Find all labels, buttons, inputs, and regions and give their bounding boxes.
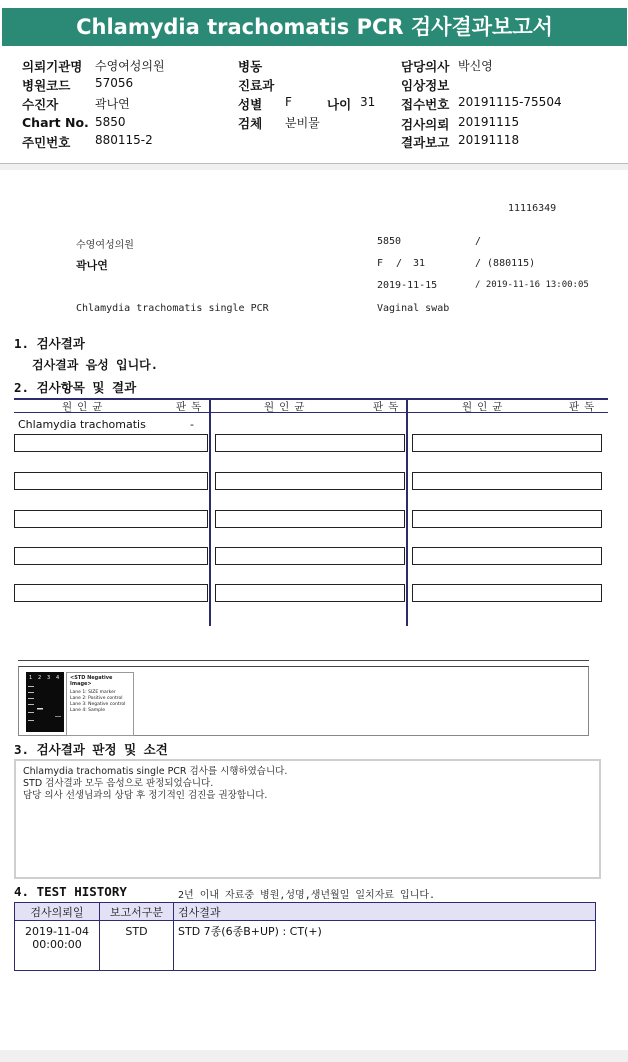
sub-date-reported: / 2019-11-16 13:00:05 [475, 280, 589, 290]
gel-legend-title: <STD Negative Image> [70, 675, 113, 687]
table-row [18, 418, 146, 431]
opinion-line: STD 검사결과 모두 음성으로 판정되었습니다. [23, 778, 214, 789]
empty-cell [14, 547, 208, 565]
table-row [15, 921, 596, 971]
label-report-date: 결과보고 [401, 135, 450, 150]
empty-cell [215, 584, 405, 602]
header-band [0, 164, 628, 170]
empty-cell [215, 510, 405, 528]
empty-cell [14, 584, 208, 602]
value-chart-no: 5850 [95, 115, 126, 129]
label-clinical-info: 임상정보 [401, 78, 450, 93]
sub-date-received: 2019-11-15 [377, 280, 438, 291]
history-result: STD 7종(6종B+UP) : CT(+) [174, 921, 596, 971]
label-chart-no: Chart No. [22, 115, 89, 130]
label-specimen: 검체 [238, 116, 263, 131]
gel-legend-line: Lane 4: Sample [70, 708, 105, 713]
gel-bands-image [26, 672, 64, 732]
opinion-line: Chlamydia trachomatis single PCR 검사를 시행하였습니다. [23, 766, 288, 777]
col-head-organism-2: 원인균 [264, 401, 310, 413]
image-top-rule [18, 660, 589, 661]
lane-label: 3 [47, 675, 51, 681]
gel-legend [66, 672, 134, 736]
history-note: 2년 이내 자료중 병원,성명,생년월일 일치자료 입니다. [178, 890, 436, 901]
empty-cell [14, 510, 208, 528]
value-patient: 곽나연 [95, 97, 130, 111]
history-type: STD [100, 921, 174, 971]
empty-cell [215, 472, 405, 490]
empty-cell [215, 547, 405, 565]
label-physician: 담당의사 [401, 59, 450, 74]
value-physician: 박신영 [458, 59, 493, 73]
gel-legend-line: Lane 1: SIZE marker [70, 690, 116, 695]
col-head-judge-3: 판독 [569, 401, 600, 413]
empty-cell [14, 472, 208, 490]
report-title: Chlamydia trachomatis PCR 검사결과보고서 [2, 8, 627, 46]
empty-cell [14, 434, 208, 452]
label-age: 나이 [327, 97, 352, 112]
lane-label: 4 [56, 675, 60, 681]
value-resident-number: 880115-2 [95, 133, 153, 147]
col-head-judge-1: 판독 [176, 401, 207, 413]
section4-title: 4. TEST HISTORY [14, 884, 127, 899]
lane-label: 2 [38, 675, 42, 681]
history-col-date: 검사의뢰일 [15, 903, 100, 921]
sub-birth: / (880115) [475, 258, 536, 269]
col-head-judge-2: 판독 [373, 401, 404, 413]
value-requesting-clinic: 수영여성의원 [95, 59, 165, 73]
grid-divider-2 [406, 398, 408, 626]
sub-slash-2: / [396, 258, 403, 269]
value-specimen: 분비물 [285, 116, 320, 130]
value-report-date: 20191118 [458, 133, 520, 147]
gel-legend-line: Lane 2: Positive control [70, 696, 123, 701]
sub-chart: 5850 [377, 236, 402, 247]
history-table [14, 902, 596, 971]
gel-legend-line: Lane 3: Negative control [70, 702, 126, 707]
empty-cell [412, 510, 602, 528]
history-date: 2019-11-04 [25, 925, 89, 938]
section1-result: 검사결과 음성 입니다. [32, 358, 159, 372]
lane-label: 1 [29, 675, 33, 681]
value-age: 31 [360, 95, 376, 109]
history-time: 00:00:00 [32, 938, 82, 951]
history-col-result: 검사결과 [174, 903, 596, 921]
sub-slash: / [475, 236, 482, 247]
gel-electrophoresis-image [26, 672, 64, 732]
label-patient: 수진자 [22, 97, 59, 112]
value-sex: F [285, 95, 292, 109]
organism-judgement: - [190, 418, 194, 431]
opinion-box [14, 759, 601, 879]
section2-title: 2. 검사항목 및 결과 [14, 380, 137, 395]
grid-divider-1 [209, 398, 211, 626]
empty-cell [412, 584, 602, 602]
sub-clinic: 수영여성의원 [76, 240, 134, 251]
history-col-type: 보고서구분 [100, 903, 174, 921]
sub-age: 31 [413, 258, 426, 269]
sub-sex: F [377, 258, 384, 269]
label-request-date: 검사의뢰 [401, 117, 450, 132]
organism-name: Chlamydia trachomatis [18, 418, 146, 431]
value-accession-number: 20191115-75504 [458, 95, 562, 109]
col-head-organism-3: 원인균 [462, 401, 508, 413]
value-hospital-code: 57056 [95, 76, 134, 90]
label-sex: 성별 [238, 97, 263, 112]
label-hospital-code: 병원코드 [22, 78, 71, 93]
specimen-id-number: 11116349 [508, 203, 557, 214]
sub-test-name: Chlamydia trachomatis single PCR [76, 303, 269, 314]
label-department: 진료과 [238, 78, 275, 93]
label-resident-number: 주민번호 [22, 135, 71, 150]
empty-cell [412, 547, 602, 565]
opinion-line: 담당 의사 선생님과의 상담 후 정기적인 검진을 권장합니다. [23, 790, 268, 801]
footer-band [0, 1050, 628, 1062]
section3-title: 3. 검사결과 판정 및 소견 [14, 742, 168, 757]
section1-title: 1. 검사결과 [14, 336, 85, 351]
sub-patient-name: 곽나연 [76, 259, 108, 272]
label-ward: 병동 [238, 59, 263, 74]
sub-specimen: Vaginal swab [377, 303, 450, 314]
label-requesting-clinic: 의뢰기관명 [22, 59, 83, 74]
label-accession-number: 접수번호 [401, 97, 450, 112]
empty-cell [412, 472, 602, 490]
col-head-organism-1: 원인균 [62, 401, 108, 413]
history-date-cell [15, 921, 100, 971]
empty-cell [412, 434, 602, 452]
empty-cell [215, 434, 405, 452]
value-request-date: 20191115 [458, 115, 520, 129]
